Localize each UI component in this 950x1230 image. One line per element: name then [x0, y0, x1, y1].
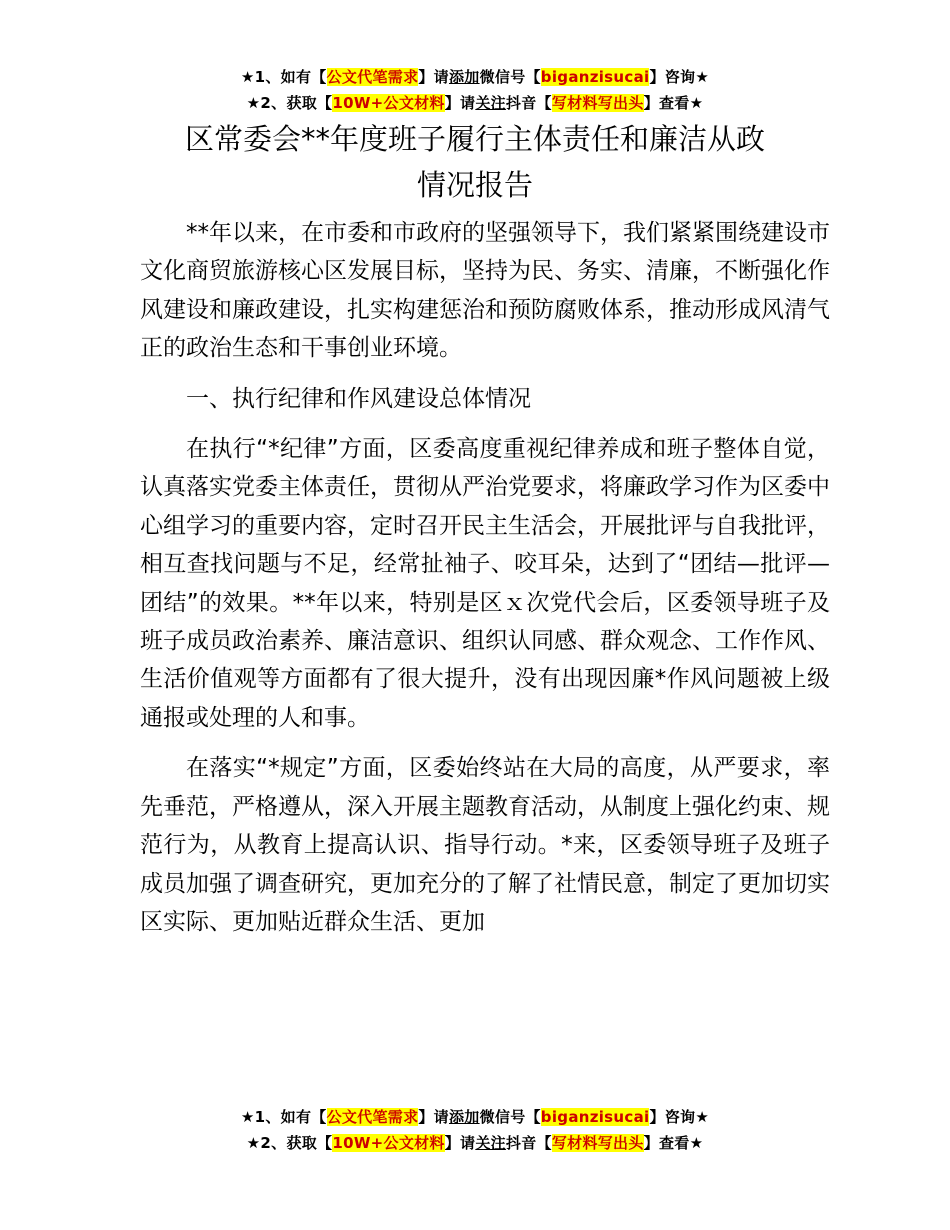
promo-text: 微信号【	[479, 1108, 541, 1126]
title-line-2: 情况报告	[416, 168, 533, 202]
promo-text: 】请	[418, 1108, 449, 1126]
paragraph: **年以来，在市委和市政府的坚强领导下，我们紧紧围绕建设市文化商贸旅游核心区发展目标，坚持为民、务实、清廉，不断强化作风建设和廉政建设，扎实构建惩治和预防腐败体系，推动形成风清气正的政治生态和干事创业环境。	[140, 220, 830, 362]
paragraph: 在落实“*规定”方面，区委始终站在大局的高度，从严要求，率先垂范，严格遵从，深入开展主题教育活动，从制度上强化约束、规范行为，从教育上提高认识、指导行动。*来，区委领导班子及班子成员加强了调查研究，更加充分的了解了社情民意，制定了更加切实区实际、更加贴近群众生活、更加	[140, 755, 830, 935]
document-body	[140, 214, 830, 953]
promo-text: 】请	[444, 94, 476, 112]
promo-text: 】请	[444, 1134, 476, 1152]
promo-text: 】查看★	[643, 1134, 704, 1152]
promo-highlight: 10W+公文材料	[332, 94, 445, 112]
promo-line-1	[0, 64, 950, 90]
promo-text: 】咨询★	[649, 1108, 710, 1126]
promo-text: ★1、如有【	[240, 68, 327, 86]
promo-text: 】咨询★	[649, 68, 710, 86]
promo-text: 抖音【	[505, 1134, 552, 1152]
section-heading: 一、执行纪律和作风建设总体情况	[186, 385, 531, 412]
promo-underline: 添加	[448, 1108, 480, 1126]
promo-text: 抖音【	[505, 94, 552, 112]
footer-promo-banner	[0, 1104, 950, 1156]
promo-highlight: 公文代笔需求	[326, 1108, 419, 1126]
title-line-1: 区常委会**年度班子履行主体责任和廉洁从政	[184, 122, 765, 156]
promo-underline: 添加	[448, 68, 480, 86]
promo-text: 】请	[418, 68, 449, 86]
promo-underline: 关注	[475, 1134, 506, 1152]
paragraph: 在执行“*纪律”方面，区委高度重视纪律养成和班子整体自觉，认真落实党委主体责任，贯彻从严治党要求，将廉政学习作为区委中心组学习的重要内容，定时召开民主生活会，开展批评与自我批评，相互查找问题与不足，经常扯袖子、咬耳朵，达到了“团结—批评—团结”的效果。**年以来，特别是区ｘ次党代会后，区委领导班子及班子成员政治素养、廉洁意识、组织认同感、群众观念、工作作风、生活价值观等方面都有了很大提升，没有出现因廉*作风问题被上级通报或处理的人和事。	[140, 436, 830, 731]
promo-text: ★1、如有【	[240, 1108, 327, 1126]
promo-text: ★2、获取【	[246, 1134, 333, 1152]
promo-line-2	[0, 90, 950, 116]
document-title	[140, 116, 810, 208]
promo-text: 】查看★	[643, 94, 704, 112]
promo-highlight: 写材料写出头	[551, 94, 644, 112]
promo-line-1	[0, 1104, 950, 1130]
promo-underline: 关注	[475, 94, 506, 112]
promo-highlight: biganzisucai	[540, 1108, 650, 1126]
promo-text: ★2、获取【	[246, 94, 333, 112]
promo-highlight: biganzisucai	[540, 68, 650, 86]
promo-highlight: 公文代笔需求	[326, 68, 419, 86]
header-promo-banner	[0, 64, 950, 116]
promo-highlight: 写材料写出头	[551, 1134, 644, 1152]
promo-line-2	[0, 1130, 950, 1156]
promo-highlight: 10W+公文材料	[332, 1134, 445, 1152]
promo-text: 微信号【	[479, 68, 541, 86]
